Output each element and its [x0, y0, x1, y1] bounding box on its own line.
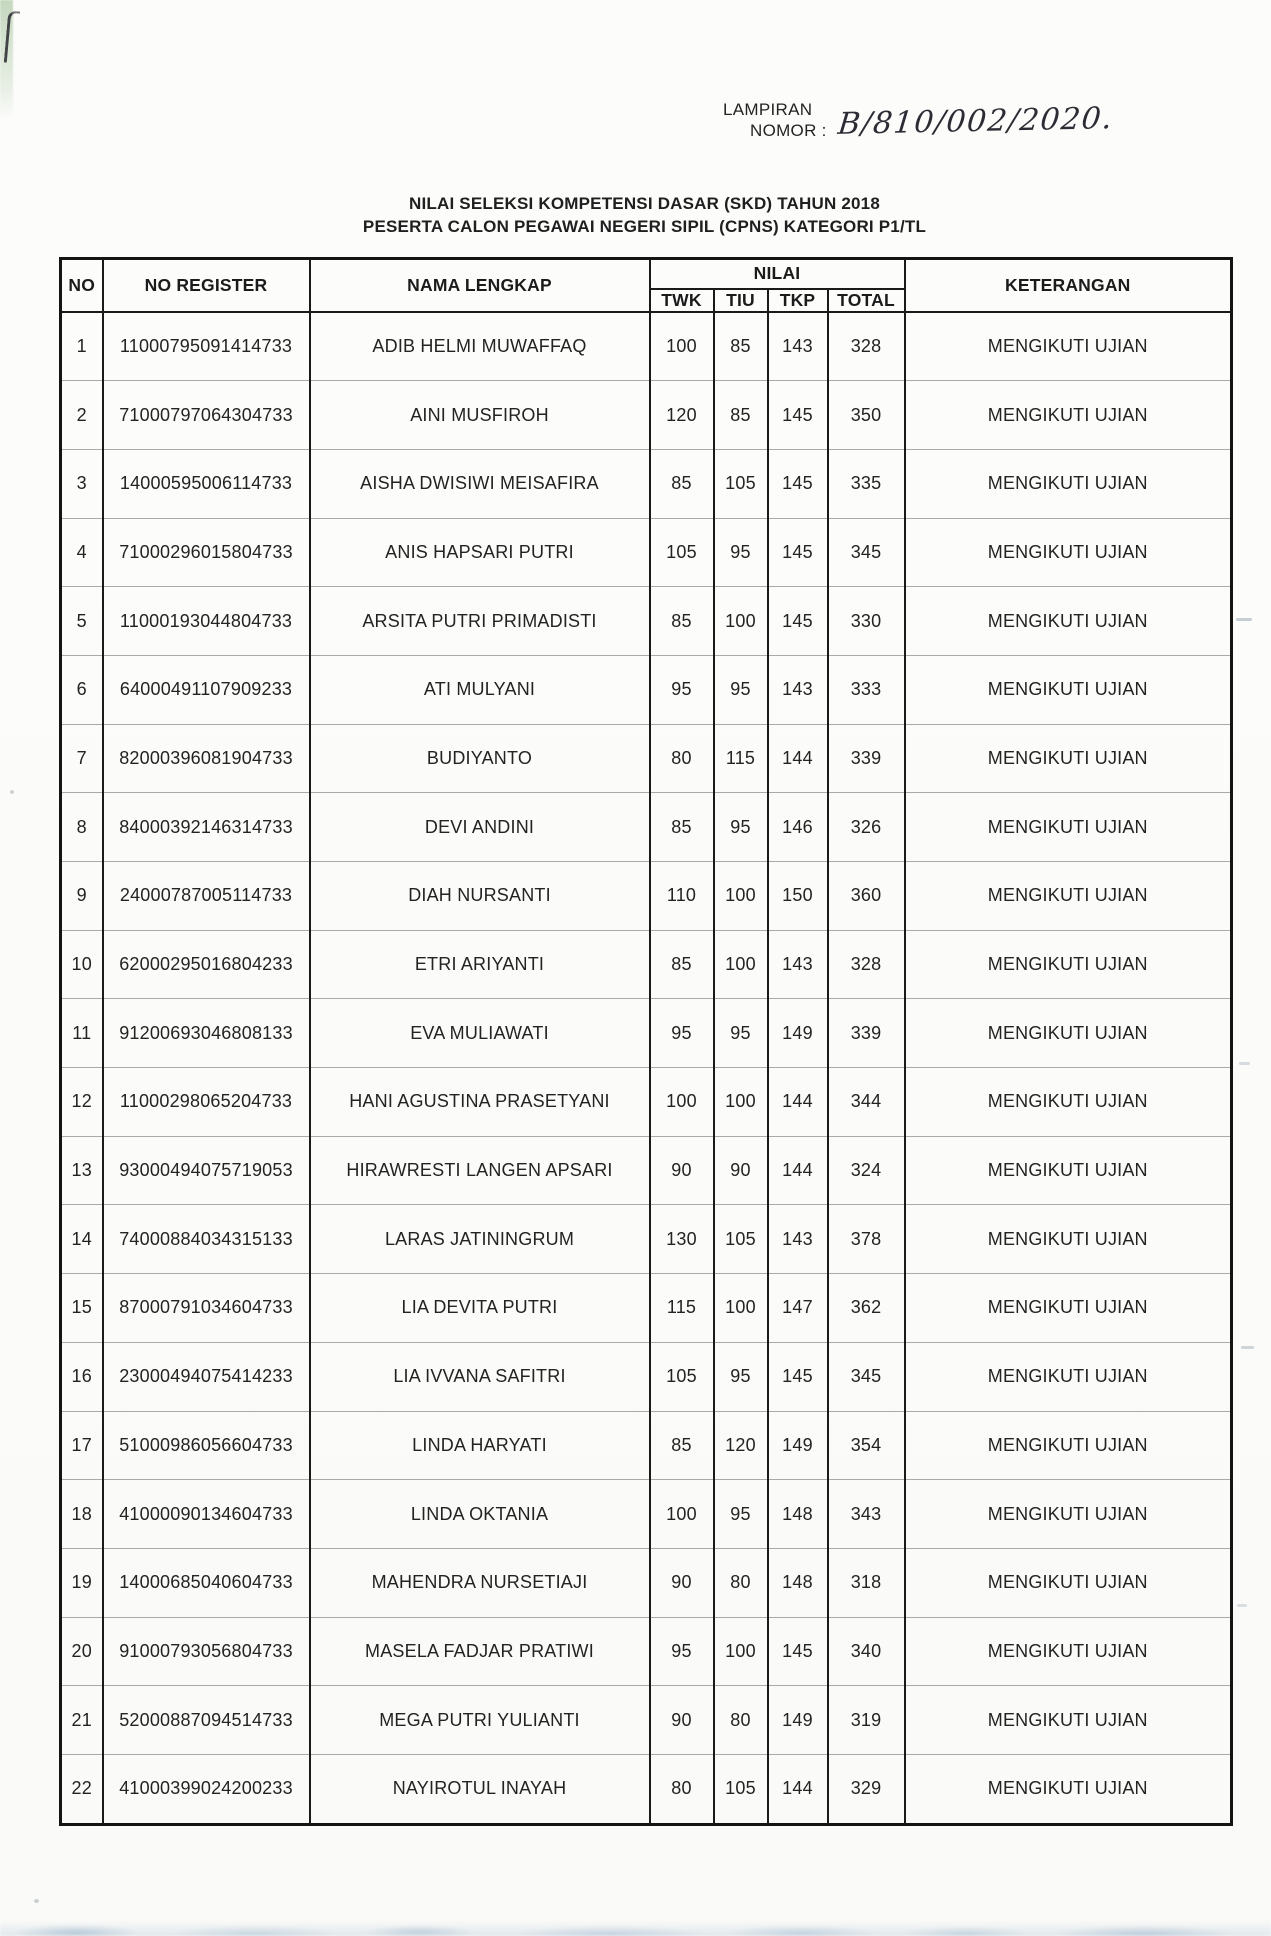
cell-tkp: 143: [768, 655, 828, 724]
cell-name: BUDIYANTO: [310, 724, 650, 793]
title-block: [59, 192, 1230, 238]
cell-register: 41000399024200233: [103, 1754, 310, 1824]
cell-no: 6: [61, 655, 103, 724]
table-row: [61, 1411, 1232, 1480]
cell-register: 23000494075414233: [103, 1342, 310, 1411]
cell-twk: 80: [650, 724, 714, 793]
cell-tkp: 149: [768, 1686, 828, 1755]
cell-no: 22: [61, 1754, 103, 1824]
cell-keterangan: MENGIKUTI UJIAN: [905, 1686, 1232, 1755]
cell-tkp: 145: [768, 381, 828, 450]
cell-register: 64000491107909233: [103, 655, 310, 724]
cell-no: 16: [61, 1342, 103, 1411]
cell-twk: 100: [650, 1068, 714, 1137]
table-row: [61, 1205, 1232, 1274]
cell-keterangan: MENGIKUTI UJIAN: [905, 999, 1232, 1068]
cell-register: 41000090134604733: [103, 1480, 310, 1549]
cell-register: 11000193044804733: [103, 587, 310, 656]
cell-tiu: 100: [714, 862, 768, 931]
cell-total: 328: [828, 312, 905, 381]
cell-no: 20: [61, 1617, 103, 1686]
cell-keterangan: MENGIKUTI UJIAN: [905, 1205, 1232, 1274]
cell-name: AISHA DWISIWI MEISAFIRA: [310, 449, 650, 518]
cell-register: 14000595006114733: [103, 449, 310, 518]
cell-keterangan: MENGIKUTI UJIAN: [905, 930, 1232, 999]
col-header-name: NAMA LENGKAP: [310, 259, 650, 312]
cell-keterangan: MENGIKUTI UJIAN: [905, 1754, 1232, 1824]
scores-table: [59, 257, 1233, 1826]
cell-name: MASELA FADJAR PRATIWI: [310, 1617, 650, 1686]
cell-keterangan: MENGIKUTI UJIAN: [905, 724, 1232, 793]
cell-twk: 115: [650, 1274, 714, 1343]
cell-name: LARAS JATININGRUM: [310, 1205, 650, 1274]
cell-name: ANIS HAPSARI PUTRI: [310, 518, 650, 587]
lampiran-label: LAMPIRAN: [723, 100, 813, 119]
cell-name: DIAH NURSANTI: [310, 862, 650, 931]
cell-total: 350: [828, 381, 905, 450]
cell-total: 324: [828, 1136, 905, 1205]
table-row: [61, 999, 1232, 1068]
table-row: [61, 930, 1232, 999]
cell-tiu: 120: [714, 1411, 768, 1480]
cell-tiu: 105: [714, 449, 768, 518]
cell-tiu: 100: [714, 1617, 768, 1686]
table-row: [61, 449, 1232, 518]
col-header-tkp: TKP: [768, 289, 828, 312]
scan-artifact-bottom-strip: [0, 1910, 1271, 1936]
cell-keterangan: MENGIKUTI UJIAN: [905, 1411, 1232, 1480]
cell-tiu: 100: [714, 1068, 768, 1137]
scan-artifact-speck: [10, 790, 14, 794]
scan-artifact-dash: [1241, 1346, 1254, 1349]
table-row: [61, 724, 1232, 793]
cell-register: 84000392146314733: [103, 793, 310, 862]
cell-twk: 85: [650, 587, 714, 656]
cell-register: 51000986056604733: [103, 1411, 310, 1480]
cell-keterangan: MENGIKUTI UJIAN: [905, 1274, 1232, 1343]
table-row: [61, 1548, 1232, 1617]
cell-total: 345: [828, 1342, 905, 1411]
cell-twk: 105: [650, 518, 714, 587]
cell-tiu: 95: [714, 999, 768, 1068]
cell-total: 378: [828, 1205, 905, 1274]
cell-tiu: 105: [714, 1754, 768, 1824]
cell-tkp: 143: [768, 312, 828, 381]
cell-tiu: 95: [714, 518, 768, 587]
cell-tiu: 80: [714, 1686, 768, 1755]
cell-tiu: 105: [714, 1205, 768, 1274]
table-row: [61, 1480, 1232, 1549]
cell-name: AINI MUSFIROH: [310, 381, 650, 450]
cell-tkp: 144: [768, 724, 828, 793]
cell-tkp: 145: [768, 518, 828, 587]
cell-keterangan: MENGIKUTI UJIAN: [905, 449, 1232, 518]
cell-total: 354: [828, 1411, 905, 1480]
cell-total: 328: [828, 930, 905, 999]
cell-total: 339: [828, 724, 905, 793]
scan-artifact-speck: [34, 1899, 39, 1903]
cell-twk: 95: [650, 1617, 714, 1686]
cell-total: 339: [828, 999, 905, 1068]
cell-tkp: 144: [768, 1754, 828, 1824]
col-header-twk: TWK: [650, 289, 714, 312]
col-header-total: TOTAL: [828, 289, 905, 312]
cell-register: 93000494075719053: [103, 1136, 310, 1205]
cell-register: 14000685040604733: [103, 1548, 310, 1617]
cell-tkp: 144: [768, 1136, 828, 1205]
cell-tiu: 115: [714, 724, 768, 793]
cell-register: 71000797064304733: [103, 381, 310, 450]
cell-total: 319: [828, 1686, 905, 1755]
cell-keterangan: MENGIKUTI UJIAN: [905, 793, 1232, 862]
cell-no: 3: [61, 449, 103, 518]
cell-tiu: 100: [714, 930, 768, 999]
cell-total: 362: [828, 1274, 905, 1343]
table-row: [61, 381, 1232, 450]
cell-register: 91000793056804733: [103, 1617, 310, 1686]
cell-tkp: 148: [768, 1480, 828, 1549]
cell-keterangan: MENGIKUTI UJIAN: [905, 1136, 1232, 1205]
cell-total: 326: [828, 793, 905, 862]
cell-no: 15: [61, 1274, 103, 1343]
table-row: [61, 1617, 1232, 1686]
cell-name: ATI MULYANI: [310, 655, 650, 724]
table-row: [61, 1274, 1232, 1343]
cell-no: 11: [61, 999, 103, 1068]
table-row: [61, 312, 1232, 381]
cell-register: 71000296015804733: [103, 518, 310, 587]
cell-register: 11000298065204733: [103, 1068, 310, 1137]
cell-no: 21: [61, 1686, 103, 1755]
col-header-keterangan: KETERANGAN: [905, 259, 1232, 312]
cell-total: 330: [828, 587, 905, 656]
cell-register: 11000795091414733: [103, 312, 310, 381]
cell-no: 5: [61, 587, 103, 656]
cell-no: 7: [61, 724, 103, 793]
cell-twk: 90: [650, 1686, 714, 1755]
cell-total: 344: [828, 1068, 905, 1137]
cell-tkp: 145: [768, 587, 828, 656]
cell-total: 343: [828, 1480, 905, 1549]
table-row: [61, 1136, 1232, 1205]
cell-tiu: 80: [714, 1548, 768, 1617]
cell-twk: 130: [650, 1205, 714, 1274]
cell-keterangan: MENGIKUTI UJIAN: [905, 1548, 1232, 1617]
cell-keterangan: MENGIKUTI UJIAN: [905, 381, 1232, 450]
document-title: NILAI SELEKSI KOMPETENSI DASAR (SKD) TAHUN 2018: [409, 194, 880, 213]
cell-register: 74000884034315133: [103, 1205, 310, 1274]
cell-total: 335: [828, 449, 905, 518]
cell-keterangan: MENGIKUTI UJIAN: [905, 518, 1232, 587]
cell-twk: 105: [650, 1342, 714, 1411]
cell-name: ADIB HELMI MUWAFFAQ: [310, 312, 650, 381]
cell-tkp: 145: [768, 1617, 828, 1686]
cell-no: 19: [61, 1548, 103, 1617]
cell-register: 82000396081904733: [103, 724, 310, 793]
cell-tiu: 85: [714, 312, 768, 381]
col-header-no: NO: [61, 259, 103, 312]
cell-no: 1: [61, 312, 103, 381]
cell-tiu: 95: [714, 1342, 768, 1411]
cell-name: DEVI ANDINI: [310, 793, 650, 862]
cell-keterangan: MENGIKUTI UJIAN: [905, 1617, 1232, 1686]
cell-twk: 110: [650, 862, 714, 931]
cell-twk: 85: [650, 930, 714, 999]
scan-artifact-dash: [1239, 1062, 1250, 1065]
cell-total: 329: [828, 1754, 905, 1824]
table-row: [61, 1754, 1232, 1824]
col-header-register: NO REGISTER: [103, 259, 310, 312]
cell-keterangan: MENGIKUTI UJIAN: [905, 312, 1232, 381]
cell-no: 10: [61, 930, 103, 999]
cell-total: 340: [828, 1617, 905, 1686]
cell-name: MEGA PUTRI YULIANTI: [310, 1686, 650, 1755]
cell-tiu: 95: [714, 1480, 768, 1549]
cell-name: ETRI ARIYANTI: [310, 930, 650, 999]
cell-register: 87000791034604733: [103, 1274, 310, 1343]
cell-tiu: 95: [714, 655, 768, 724]
cell-name: MAHENDRA NURSETIAJI: [310, 1548, 650, 1617]
cell-name: LIA DEVITA PUTRI: [310, 1274, 650, 1343]
cell-register: 52000887094514733: [103, 1686, 310, 1755]
cell-keterangan: MENGIKUTI UJIAN: [905, 587, 1232, 656]
cell-twk: 90: [650, 1548, 714, 1617]
cell-register: 62000295016804233: [103, 930, 310, 999]
table-row: [61, 793, 1232, 862]
table-row: [61, 1342, 1232, 1411]
cell-name: LINDA OKTANIA: [310, 1480, 650, 1549]
nomor-label: NOMOR :: [750, 121, 827, 140]
cell-twk: 95: [650, 999, 714, 1068]
cell-tkp: 149: [768, 1411, 828, 1480]
col-header-tiu: TIU: [714, 289, 768, 312]
table-row: [61, 587, 1232, 656]
table-body: [61, 312, 1232, 1825]
cell-no: 14: [61, 1205, 103, 1274]
cell-tiu: 100: [714, 587, 768, 656]
cell-twk: 85: [650, 1411, 714, 1480]
cell-tkp: 143: [768, 1205, 828, 1274]
cell-keterangan: MENGIKUTI UJIAN: [905, 1480, 1232, 1549]
scan-artifact-dash: [1236, 618, 1252, 621]
cell-name: LINDA HARYATI: [310, 1411, 650, 1480]
cell-no: 8: [61, 793, 103, 862]
cell-no: 2: [61, 381, 103, 450]
cell-twk: 90: [650, 1136, 714, 1205]
cell-keterangan: MENGIKUTI UJIAN: [905, 862, 1232, 931]
cell-tkp: 145: [768, 1342, 828, 1411]
cell-no: 4: [61, 518, 103, 587]
cell-no: 12: [61, 1068, 103, 1137]
cell-tkp: 147: [768, 1274, 828, 1343]
table-header: [61, 259, 1232, 312]
table-row: [61, 655, 1232, 724]
cell-keterangan: MENGIKUTI UJIAN: [905, 1068, 1232, 1137]
cell-name: LIA IVVANA SAFITRI: [310, 1342, 650, 1411]
cell-name: EVA MULIAWATI: [310, 999, 650, 1068]
cell-tiu: 95: [714, 793, 768, 862]
scan-artifact-dash: [1237, 1604, 1247, 1607]
cell-total: 345: [828, 518, 905, 587]
cell-name: HIRAWRESTI LANGEN APSARI: [310, 1136, 650, 1205]
cell-tkp: 144: [768, 1068, 828, 1137]
cell-twk: 100: [650, 312, 714, 381]
cell-tkp: 146: [768, 793, 828, 862]
cell-keterangan: MENGIKUTI UJIAN: [905, 1342, 1232, 1411]
cell-twk: 80: [650, 1754, 714, 1824]
cell-no: 13: [61, 1136, 103, 1205]
cell-twk: 120: [650, 381, 714, 450]
cell-twk: 95: [650, 655, 714, 724]
cell-tiu: 100: [714, 1274, 768, 1343]
cell-no: 18: [61, 1480, 103, 1549]
table-row: [61, 518, 1232, 587]
cell-total: 318: [828, 1548, 905, 1617]
cell-tiu: 85: [714, 381, 768, 450]
table-row: [61, 1686, 1232, 1755]
cell-register: 24000787005114733: [103, 862, 310, 931]
cell-twk: 100: [650, 1480, 714, 1549]
cell-name: ARSITA PUTRI PRIMADISTI: [310, 587, 650, 656]
cell-register: 91200693046808133: [103, 999, 310, 1068]
table-row: [61, 862, 1232, 931]
cell-tkp: 150: [768, 862, 828, 931]
cell-tkp: 143: [768, 930, 828, 999]
cell-twk: 85: [650, 449, 714, 518]
table-row: [61, 1068, 1232, 1137]
cell-no: 17: [61, 1411, 103, 1480]
cell-no: 9: [61, 862, 103, 931]
cell-total: 333: [828, 655, 905, 724]
cell-tiu: 90: [714, 1136, 768, 1205]
cell-tkp: 148: [768, 1548, 828, 1617]
cell-keterangan: MENGIKUTI UJIAN: [905, 655, 1232, 724]
cell-twk: 85: [650, 793, 714, 862]
col-header-nilai-group: NILAI: [650, 259, 905, 289]
cell-name: NAYIROTUL INAYAH: [310, 1754, 650, 1824]
cell-name: HANI AGUSTINA PRASETYANI: [310, 1068, 650, 1137]
document-subtitle: PESERTA CALON PEGAWAI NEGERI SIPIL (CPNS) KATEGORI P1/TL: [362, 217, 927, 236]
cell-tkp: 149: [768, 999, 828, 1068]
cell-total: 360: [828, 862, 905, 931]
nomor-handwritten-value: B/810/002/2020.: [836, 101, 1116, 142]
cell-tkp: 145: [768, 449, 828, 518]
